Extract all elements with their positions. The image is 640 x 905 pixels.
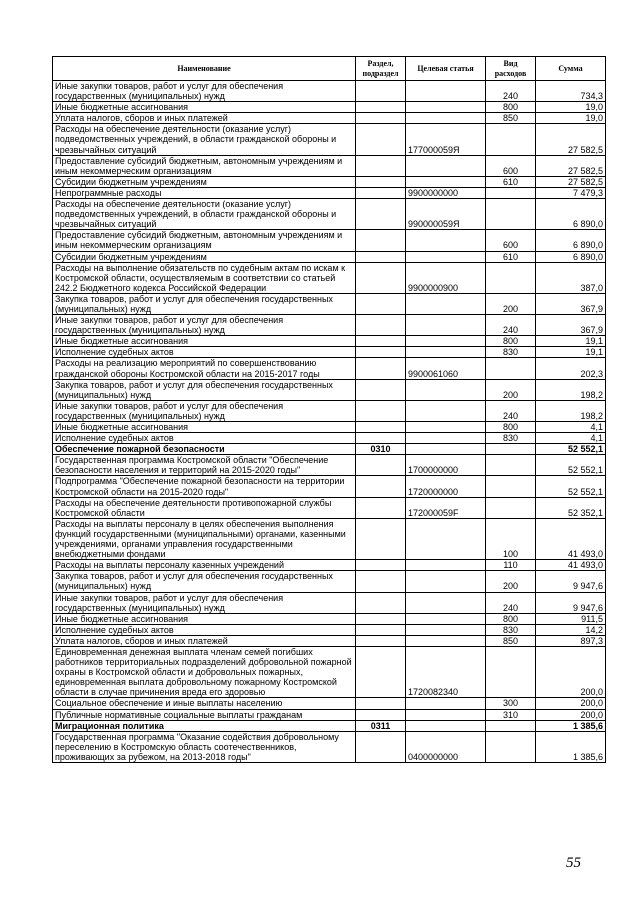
cell-name: Исполнение судебных актов bbox=[53, 624, 356, 635]
budget-table bbox=[52, 56, 606, 763]
cell-target: 9900061060 bbox=[406, 358, 486, 379]
cell-type bbox=[486, 262, 536, 293]
cell-sum: 41 493,0 bbox=[536, 518, 606, 559]
table-row bbox=[53, 731, 606, 762]
cell-sum: 19,1 bbox=[536, 347, 606, 358]
table-row bbox=[53, 262, 606, 293]
table-row bbox=[53, 433, 606, 444]
cell-section bbox=[356, 102, 406, 113]
header-sum: Сумма bbox=[536, 57, 606, 81]
cell-type bbox=[486, 199, 536, 230]
table-row bbox=[53, 624, 606, 635]
cell-sum: 52 352,1 bbox=[536, 497, 606, 518]
cell-type: 240 bbox=[486, 81, 536, 102]
table-row bbox=[53, 379, 606, 400]
table-row bbox=[53, 646, 606, 697]
cell-target bbox=[406, 347, 486, 358]
cell-name: Расходы на обеспечение деятельности (оказание услуг) подведомственных учреждений, в области гражданской обороны и чрезвычайных ситуаций bbox=[53, 124, 356, 155]
cell-name: Иные закупки товаров, работ и услуг для обеспечения государственных (муниципальных) нужд bbox=[53, 315, 356, 336]
cell-section bbox=[356, 698, 406, 709]
cell-section bbox=[356, 613, 406, 624]
cell-name: Единовременная денежная выплата членам семей погибших работников территориальных подразделений добровольной пожарной охраны в Костромской области и добровольных пожарных, единовременная выплата добровольному пожарному Костромской области в случае причинения вреда его здоровью bbox=[53, 646, 356, 697]
cell-type: 240 bbox=[486, 592, 536, 613]
table-row bbox=[53, 518, 606, 559]
table-row bbox=[53, 81, 606, 102]
cell-target: 9900000900 bbox=[406, 262, 486, 293]
table-row bbox=[53, 635, 606, 646]
table-row bbox=[53, 560, 606, 571]
cell-type: 850 bbox=[486, 113, 536, 124]
cell-section bbox=[356, 571, 406, 592]
cell-type bbox=[486, 731, 536, 762]
table-row bbox=[53, 613, 606, 624]
cell-target bbox=[406, 176, 486, 187]
cell-type: 300 bbox=[486, 698, 536, 709]
cell-name: Миграционная политика bbox=[53, 720, 356, 731]
table-row bbox=[53, 422, 606, 433]
cell-target bbox=[406, 709, 486, 720]
cell-section bbox=[356, 635, 406, 646]
cell-section bbox=[356, 124, 406, 155]
cell-name: Расходы на обеспечение деятельности противопожарной службы Костромской области bbox=[53, 497, 356, 518]
cell-target bbox=[406, 155, 486, 176]
cell-section bbox=[356, 379, 406, 400]
cell-sum: 52 552,1 bbox=[536, 444, 606, 455]
cell-section bbox=[356, 624, 406, 635]
cell-sum: 14,2 bbox=[536, 624, 606, 635]
cell-target bbox=[406, 571, 486, 592]
cell-section bbox=[356, 592, 406, 613]
table-row bbox=[53, 571, 606, 592]
cell-type: 110 bbox=[486, 560, 536, 571]
cell-name: Исполнение судебных актов bbox=[53, 433, 356, 444]
cell-type: 830 bbox=[486, 433, 536, 444]
cell-type: 610 bbox=[486, 251, 536, 262]
cell-sum: 387,0 bbox=[536, 262, 606, 293]
cell-name: Закупка товаров, работ и услуг для обеспечения государственных (муниципальных) нужд bbox=[53, 293, 356, 314]
cell-type bbox=[486, 358, 536, 379]
cell-section bbox=[356, 476, 406, 497]
cell-section bbox=[356, 358, 406, 379]
cell-sum: 9 947,6 bbox=[536, 592, 606, 613]
cell-type bbox=[486, 646, 536, 697]
cell-section bbox=[356, 336, 406, 347]
cell-sum: 1 385,6 bbox=[536, 720, 606, 731]
cell-sum: 6 890,0 bbox=[536, 251, 606, 262]
cell-section bbox=[356, 251, 406, 262]
cell-name: Иные бюджетные ассигнования bbox=[53, 336, 356, 347]
cell-type bbox=[486, 444, 536, 455]
cell-type: 830 bbox=[486, 347, 536, 358]
cell-sum: 19,0 bbox=[536, 113, 606, 124]
cell-name: Иные бюджетные ассигнования bbox=[53, 613, 356, 624]
cell-sum: 367,9 bbox=[536, 293, 606, 314]
table-row bbox=[53, 497, 606, 518]
cell-section bbox=[356, 81, 406, 102]
cell-section bbox=[356, 262, 406, 293]
cell-section bbox=[356, 187, 406, 198]
cell-sum: 198,2 bbox=[536, 400, 606, 421]
cell-target: 172000059F bbox=[406, 497, 486, 518]
table-row bbox=[53, 358, 606, 379]
cell-name: Расходы на выполнение обязательств по судебным актам по искам к Костромской области, осуществляемым в соответствии со статьей 242.2 Бюджетного кодекса Российской Федерации bbox=[53, 262, 356, 293]
table-row bbox=[53, 124, 606, 155]
cell-sum: 200,0 bbox=[536, 646, 606, 697]
cell-target bbox=[406, 293, 486, 314]
cell-sum: 41 493,0 bbox=[536, 560, 606, 571]
cell-section bbox=[356, 433, 406, 444]
table-row bbox=[53, 720, 606, 731]
cell-target bbox=[406, 400, 486, 421]
cell-type: 800 bbox=[486, 613, 536, 624]
cell-section bbox=[356, 347, 406, 358]
cell-target bbox=[406, 315, 486, 336]
cell-section bbox=[356, 560, 406, 571]
cell-name: Иные закупки товаров, работ и услуг для обеспечения государственных (муниципальных) нужд bbox=[53, 400, 356, 421]
cell-sum: 1 385,6 bbox=[536, 731, 606, 762]
cell-name: Государственная программа Костромской области "Обеспечение безопасности населения и территорий на 2015-2020 годы" bbox=[53, 455, 356, 476]
cell-name: Субсидии бюджетным учреждениям bbox=[53, 251, 356, 262]
cell-target bbox=[406, 444, 486, 455]
cell-section bbox=[356, 199, 406, 230]
cell-sum: 734,3 bbox=[536, 81, 606, 102]
cell-target bbox=[406, 336, 486, 347]
cell-type: 800 bbox=[486, 102, 536, 113]
cell-section: 0310 bbox=[356, 444, 406, 455]
table-row bbox=[53, 176, 606, 187]
cell-sum: 19,1 bbox=[536, 336, 606, 347]
cell-section bbox=[356, 422, 406, 433]
cell-target bbox=[406, 379, 486, 400]
cell-sum: 6 890,0 bbox=[536, 230, 606, 251]
cell-name: Расходы на выплаты персоналу казенных учреждений bbox=[53, 560, 356, 571]
table-row bbox=[53, 476, 606, 497]
cell-sum: 202,3 bbox=[536, 358, 606, 379]
table-body bbox=[53, 81, 606, 763]
cell-name: Предоставление субсидий бюджетным, автономным учреждениям и иным некоммерческим организациям bbox=[53, 230, 356, 251]
cell-type: 310 bbox=[486, 709, 536, 720]
cell-section bbox=[356, 518, 406, 559]
cell-type: 610 bbox=[486, 176, 536, 187]
table-row bbox=[53, 187, 606, 198]
cell-target bbox=[406, 624, 486, 635]
cell-target bbox=[406, 560, 486, 571]
cell-name: Иные закупки товаров, работ и услуг для обеспечения государственных (муниципальных) нужд bbox=[53, 81, 356, 102]
cell-name: Расходы на обеспечение деятельности (оказание услуг) подведомственных учреждений, в области гражданской обороны и чрезвычайных ситуаций bbox=[53, 199, 356, 230]
cell-target bbox=[406, 518, 486, 559]
cell-type: 600 bbox=[486, 230, 536, 251]
cell-section bbox=[356, 731, 406, 762]
cell-section bbox=[356, 155, 406, 176]
table-row bbox=[53, 113, 606, 124]
cell-section bbox=[356, 455, 406, 476]
cell-type bbox=[486, 497, 536, 518]
header-target: Целевая статья bbox=[406, 57, 486, 81]
cell-target: 1720082340 bbox=[406, 646, 486, 697]
cell-type: 100 bbox=[486, 518, 536, 559]
header-type: Вид расходов bbox=[486, 57, 536, 81]
cell-name: Закупка товаров, работ и услуг для обеспечения государственных (муниципальных) нужд bbox=[53, 379, 356, 400]
cell-target bbox=[406, 592, 486, 613]
table-row bbox=[53, 444, 606, 455]
cell-target: 177000059Я bbox=[406, 124, 486, 155]
cell-target bbox=[406, 422, 486, 433]
cell-sum: 27 582,5 bbox=[536, 124, 606, 155]
table-row bbox=[53, 102, 606, 113]
cell-target: 1700000000 bbox=[406, 455, 486, 476]
cell-name: Исполнение судебных актов bbox=[53, 347, 356, 358]
cell-name: Социальное обеспечение и иные выплаты населению bbox=[53, 698, 356, 709]
cell-sum: 200,0 bbox=[536, 709, 606, 720]
cell-type bbox=[486, 455, 536, 476]
cell-sum: 4,1 bbox=[536, 433, 606, 444]
table-row bbox=[53, 199, 606, 230]
cell-sum: 367,9 bbox=[536, 315, 606, 336]
cell-sum: 4,1 bbox=[536, 422, 606, 433]
cell-sum: 19,0 bbox=[536, 102, 606, 113]
cell-target bbox=[406, 433, 486, 444]
cell-section bbox=[356, 646, 406, 697]
cell-name: Уплата налогов, сборов и иных платежей bbox=[53, 635, 356, 646]
cell-section bbox=[356, 709, 406, 720]
cell-type: 240 bbox=[486, 400, 536, 421]
cell-target bbox=[406, 81, 486, 102]
cell-section bbox=[356, 176, 406, 187]
table-row bbox=[53, 347, 606, 358]
cell-type: 850 bbox=[486, 635, 536, 646]
cell-sum: 27 582,5 bbox=[536, 176, 606, 187]
cell-target: 9900000000 bbox=[406, 187, 486, 198]
cell-section bbox=[356, 315, 406, 336]
cell-section bbox=[356, 400, 406, 421]
cell-section bbox=[356, 113, 406, 124]
cell-name: Иные бюджетные ассигнования bbox=[53, 422, 356, 433]
page-number: 55 bbox=[566, 855, 581, 871]
cell-section: 0311 bbox=[356, 720, 406, 731]
cell-target bbox=[406, 102, 486, 113]
cell-target bbox=[406, 613, 486, 624]
cell-type bbox=[486, 476, 536, 497]
cell-type: 800 bbox=[486, 422, 536, 433]
cell-type: 830 bbox=[486, 624, 536, 635]
cell-type: 600 bbox=[486, 155, 536, 176]
cell-target bbox=[406, 635, 486, 646]
cell-name: Предоставление субсидий бюджетным, автономным учреждениям и иным некоммерческим организациям bbox=[53, 155, 356, 176]
cell-type: 200 bbox=[486, 293, 536, 314]
table-row bbox=[53, 455, 606, 476]
cell-sum: 200,0 bbox=[536, 698, 606, 709]
cell-type bbox=[486, 124, 536, 155]
cell-name: Уплата налогов, сборов и иных платежей bbox=[53, 113, 356, 124]
cell-name: Субсидии бюджетным учреждениям bbox=[53, 176, 356, 187]
cell-sum: 9 947,6 bbox=[536, 571, 606, 592]
cell-sum: 198,2 bbox=[536, 379, 606, 400]
cell-sum: 52 552,1 bbox=[536, 455, 606, 476]
cell-target bbox=[406, 230, 486, 251]
table-row bbox=[53, 336, 606, 347]
cell-name: Государственная программа "Оказание содействия добровольному переселению в Костромскую область соотечественников, проживающих за рубежом, на 2013-2018 годы" bbox=[53, 731, 356, 762]
cell-target: 0400000000 bbox=[406, 731, 486, 762]
cell-target bbox=[406, 698, 486, 709]
cell-name: Публичные нормативные социальные выплаты гражданам bbox=[53, 709, 356, 720]
cell-type bbox=[486, 187, 536, 198]
table-row bbox=[53, 698, 606, 709]
cell-target bbox=[406, 113, 486, 124]
cell-name: Обеспечение пожарной безопасности bbox=[53, 444, 356, 455]
table-header-row bbox=[53, 57, 606, 81]
table-row bbox=[53, 592, 606, 613]
cell-sum: 6 890,0 bbox=[536, 199, 606, 230]
cell-target bbox=[406, 720, 486, 731]
cell-target: 990000059Я bbox=[406, 199, 486, 230]
cell-name: Расходы на выплаты персоналу в целях обеспечения выполнения функций государственными (муниципальными) органами, казенными учреждениями, органами управления государственными внебюджетными фондами bbox=[53, 518, 356, 559]
cell-sum: 52 552,1 bbox=[536, 476, 606, 497]
cell-sum: 27 582,5 bbox=[536, 155, 606, 176]
table-row bbox=[53, 315, 606, 336]
table-row bbox=[53, 155, 606, 176]
cell-section bbox=[356, 230, 406, 251]
cell-target: 1720000000 bbox=[406, 476, 486, 497]
cell-type: 240 bbox=[486, 315, 536, 336]
cell-section bbox=[356, 497, 406, 518]
cell-type bbox=[486, 720, 536, 731]
table-row bbox=[53, 230, 606, 251]
cell-sum: 7 479,3 bbox=[536, 187, 606, 198]
table-row bbox=[53, 709, 606, 720]
cell-section bbox=[356, 293, 406, 314]
header-section: Раздел, подраздел bbox=[356, 57, 406, 81]
header-name: Наименование bbox=[53, 57, 356, 81]
table-row bbox=[53, 293, 606, 314]
cell-sum: 897,3 bbox=[536, 635, 606, 646]
cell-sum: 911,5 bbox=[536, 613, 606, 624]
cell-type: 200 bbox=[486, 379, 536, 400]
cell-name: Иные закупки товаров, работ и услуг для обеспечения государственных (муниципальных) нужд bbox=[53, 592, 356, 613]
cell-type: 200 bbox=[486, 571, 536, 592]
cell-name: Подпрограмма "Обеспечение пожарной безопасности на территории Костромской области на 2015-2020 годы" bbox=[53, 476, 356, 497]
cell-name: Непрограммные расходы bbox=[53, 187, 356, 198]
cell-name: Закупка товаров, работ и услуг для обеспечения государственных (муниципальных) нужд bbox=[53, 571, 356, 592]
table-row bbox=[53, 251, 606, 262]
cell-target bbox=[406, 251, 486, 262]
cell-name: Иные бюджетные ассигнования bbox=[53, 102, 356, 113]
table-row bbox=[53, 400, 606, 421]
cell-name: Расходы на реализацию мероприятий по совершенствованию гражданской обороны Костромской области на 2015-2017 годы bbox=[53, 358, 356, 379]
cell-type: 800 bbox=[486, 336, 536, 347]
